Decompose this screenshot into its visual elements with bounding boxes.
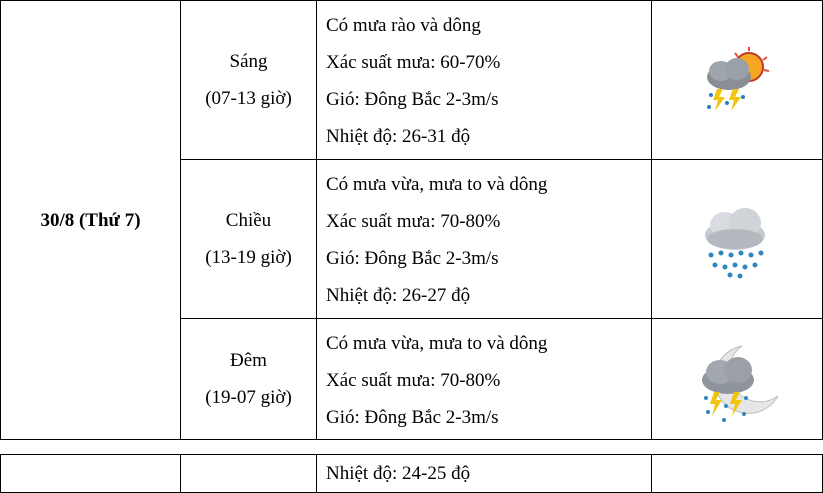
moon-cloud-thunderstorm-icon — [692, 334, 782, 424]
forecast-details-night — [317, 319, 651, 439]
temperature: Nhiệt độ: 24-25 độ — [326, 463, 471, 484]
forecast-details-morning — [317, 1, 651, 159]
weather-description: Có mưa vừa, mưa to và dông — [326, 174, 548, 195]
icon-cell-morning — [652, 1, 822, 159]
period-cell-afternoon — [181, 160, 316, 318]
rain-probability: Xác suất mưa: 70-80% — [326, 211, 501, 232]
period-cell-morning — [181, 1, 316, 159]
weather-description: Có mưa rào và dông — [326, 15, 481, 36]
period-hours: (07-13 giờ) — [205, 88, 292, 109]
period-name: Đêm — [230, 350, 267, 371]
sun-cloud-thunderstorm-icon — [697, 45, 777, 115]
wind-info: Gió: Đông Bắc 2-3m/s — [326, 248, 499, 269]
temperature: Nhiệt độ: 26-27 độ — [326, 285, 471, 306]
icon-cell-afternoon — [652, 160, 822, 318]
wind-info: Gió: Đông Bắc 2-3m/s — [326, 407, 499, 428]
period-hours: (13-19 giờ) — [205, 247, 292, 268]
icon-cell-night — [652, 319, 822, 439]
temperature: Nhiệt độ: 26-31 độ — [326, 126, 471, 147]
rain-probability: Xác suất mưa: 70-80% — [326, 370, 501, 391]
wind-info: Gió: Đông Bắc 2-3m/s — [326, 89, 499, 110]
forecast-details-night-continued — [317, 455, 651, 492]
period-cell-night — [181, 319, 316, 439]
weather-description: Có mưa vừa, mưa to và dông — [326, 333, 548, 354]
forecast-details-afternoon — [317, 160, 651, 318]
date-label: 30/8 (Thứ 7) — [40, 209, 141, 231]
date-cell — [1, 1, 180, 439]
rain-probability: Xác suất mưa: 60-70% — [326, 52, 501, 73]
period-hours: (19-07 giờ) — [205, 387, 292, 408]
period-name: Chiều — [225, 210, 272, 231]
cloud-rain-icon — [697, 199, 777, 279]
period-name: Sáng — [229, 51, 268, 72]
